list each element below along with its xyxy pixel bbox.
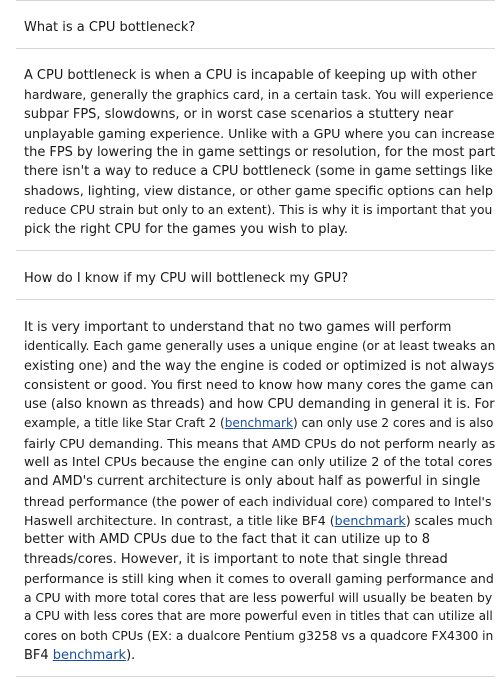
divider (16, 299, 495, 300)
answer-line: the FPS by lowering the in game settings or resolution, for the most part (24, 145, 496, 161)
answer-line: pick the right CPU for the games you wish to play. (24, 222, 349, 238)
benchmark-link-sc2[interactable]: benchmark (224, 416, 293, 431)
answer-line: and AMD's current architecture is only about half as powerful in single (24, 474, 481, 490)
faq-answer-1 (24, 66, 494, 240)
answer-line (24, 646, 494, 665)
answer-line: A CPU bottleneck is when a CPU is incapable of keeping up with other (24, 68, 477, 83)
divider (16, 48, 495, 49)
answer-line: hardware, generally the graphics card, in a certain task. You will experience (24, 87, 494, 103)
answer-text: Haswell architecture. In contrast, a title like BF4 ( (24, 512, 335, 528)
answer-line: unplayable gaming experience. Unlike with a GPU where you can increase (24, 125, 495, 141)
faq-answer-2 (24, 318, 494, 665)
answer-text: BF4 (24, 648, 53, 664)
answer-line: thread performance (the power of each individual core) compared to Intel's (24, 493, 492, 509)
divider (16, 250, 495, 251)
faq-question-1: What is a CPU bottleneck? (24, 20, 196, 35)
answer-line: well as Intel CPUs because the engine can only utilize 2 of the total cores (24, 455, 493, 471)
answer-text: ). (126, 648, 136, 664)
answer-line: a CPU with more total cores that are less powerful will usually be beaten by (24, 590, 493, 606)
answer-line: reduce CPU strain but only to an extent). This is why it is important that you (24, 203, 493, 218)
answer-line: threads/cores. However, it is important to note that single thread (24, 551, 448, 567)
answer-line: cores on both CPUs (EX: a dualcore Pentium g3258 vs a quadcore FX4300 in (24, 628, 494, 643)
answer-line: subpar FPS, slowdowns, or in worst case scenarios a stuttery near (24, 106, 454, 122)
answer-line (24, 414, 494, 433)
answer-line: identically. Each game generally uses a unique engine (or at least tweaks an (24, 339, 496, 354)
answer-line: use (also known as threads) and how CPU demanding in general it is. For (24, 397, 495, 413)
answer-line: fairly CPU demanding. This means that AMD CPUs do not perform nearly as (24, 435, 496, 451)
answer-text: ) can only use 2 cores and is also (293, 416, 494, 431)
benchmark-link-pentium-vs-fx[interactable]: benchmark (52, 648, 127, 664)
answer-line: consistent or good. You first need to know how many cores the game can (24, 377, 494, 393)
answer-text: ) scales much (405, 512, 493, 528)
answer-line: existing one) and the way the engine is coded or optimized is not always (24, 358, 495, 374)
faq-question-2: How do I know if my CPU will bottleneck my GPU? (24, 271, 349, 286)
answer-line: It is very important to understand that no two games will perform (24, 320, 452, 335)
divider (16, 0, 495, 1)
divider (16, 676, 495, 677)
answer-line (24, 511, 494, 530)
answer-text: example, a title like Star Craft 2 ( (24, 416, 225, 431)
answer-line: there isn't a way to reduce a CPU bottleneck (some in game settings like (24, 164, 493, 180)
answer-line: a CPU with less cores that are more powerful even in titles that can utilize all (24, 609, 493, 624)
answer-line: shadows, lighting, view distance, or other game specific options can help (24, 183, 494, 199)
answer-line: better with AMD CPUs due to the fact that it can utilize up to 8 (24, 532, 431, 548)
benchmark-link-bf4[interactable]: benchmark (334, 512, 406, 528)
answer-line: performance is still king when it comes to overall gaming performance and (24, 570, 494, 586)
